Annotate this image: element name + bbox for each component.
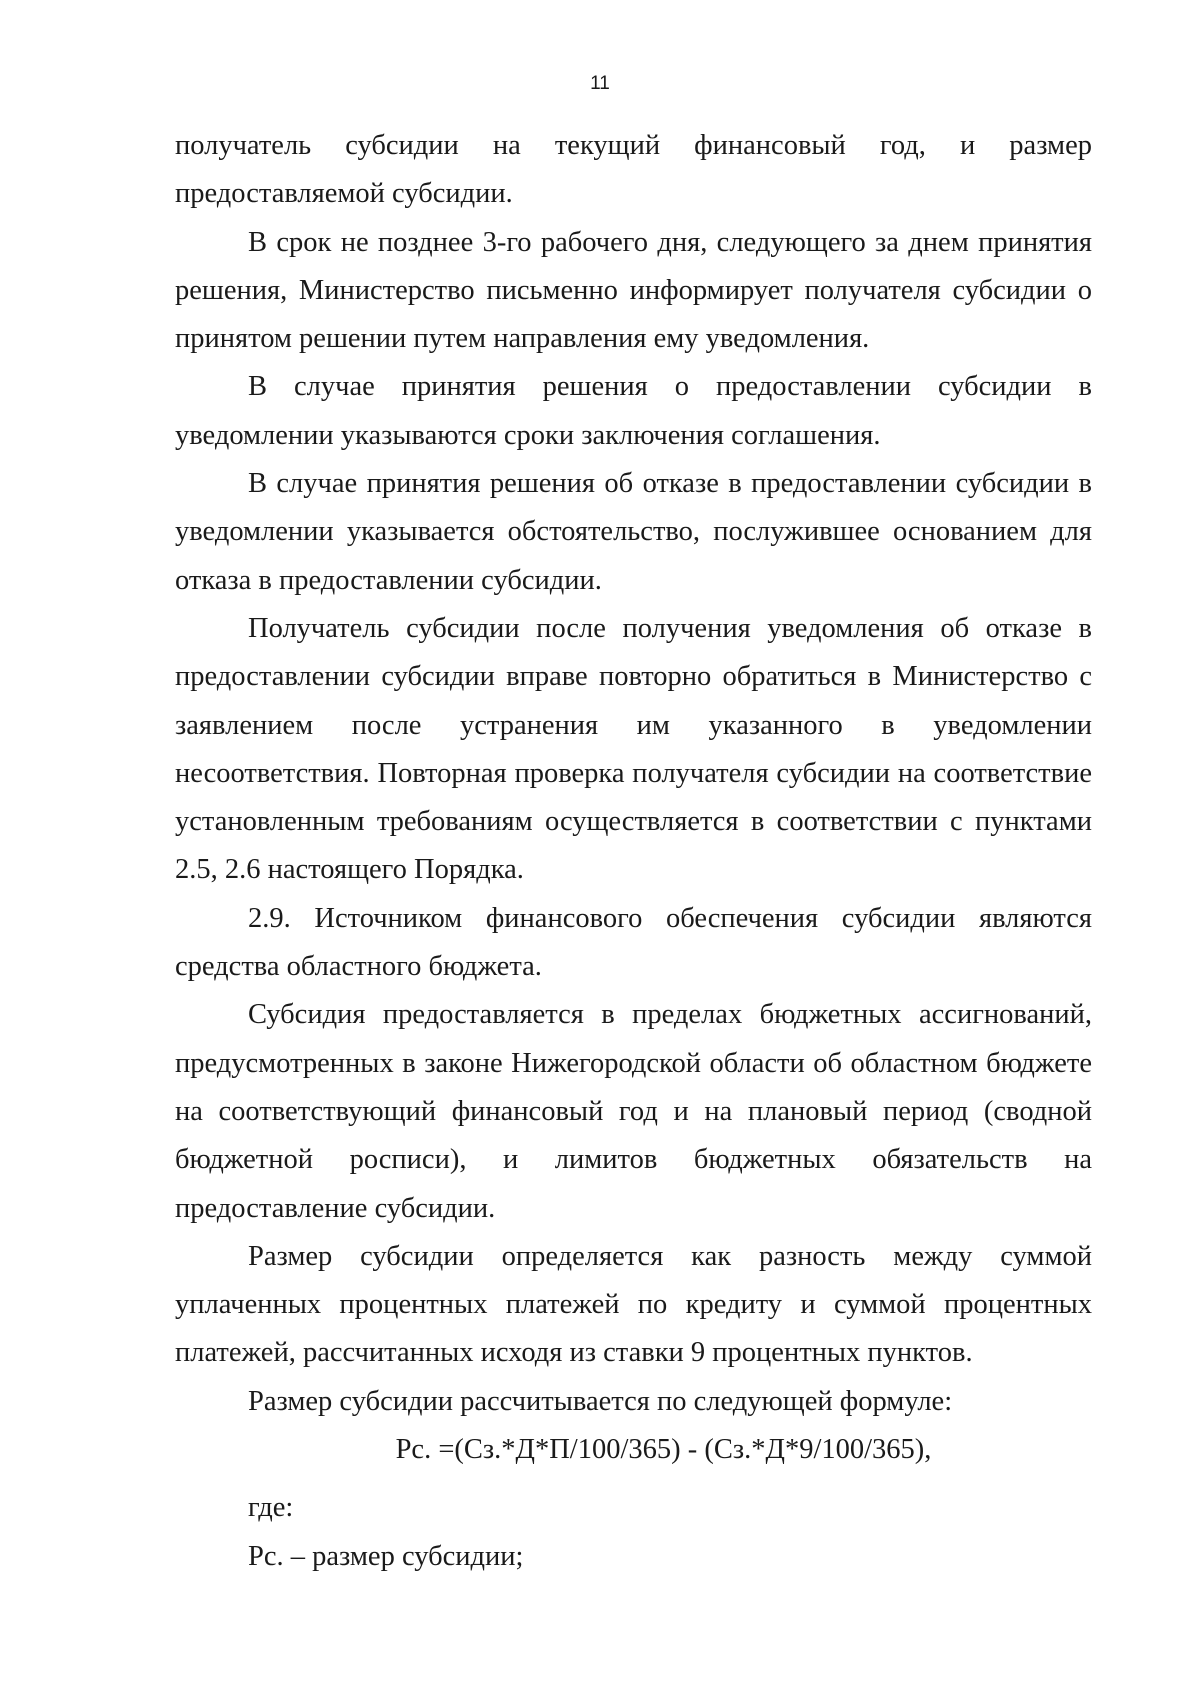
paragraph-approval-case: В случае принятия решения о предоставлении субсидии в уведомлении указываются сроки заключения соглашения. (175, 371, 1092, 451)
paragraph-section-2-9: 2.9. Источником финансового обеспечения субсидии являются средства областного бюджета. (175, 902, 1092, 983)
where-label: где: (248, 1492, 294, 1524)
page-number: 11 (590, 73, 610, 94)
subsidy-formula: Рс. =(Сз.*Д*П/100/365) - (Сз.*Д*9/100/365), (395, 1434, 932, 1466)
paragraph-budget-limits: Субсидия предоставляется в пределах бюджетных ассигнований, предусмотренных в законе Нижегородской области об областном бюджете на соответствующий финансовый год и на плановый период (сводной бюджетной росписи), и лимитов бюджетных обязательств на предоставление субсидии. (175, 999, 1092, 1224)
paragraph-refusal-case: В случае принятия решения об отказе в предоставлении субсидии в уведомлении указывается обстоятельство, послужившее основанием для отказа в предоставлении субсидии. (175, 468, 1092, 596)
paragraph-notification-deadline: В срок не позднее 3-го рабочего дня, следующего за днем принятия решения, Министерство письменно информирует получателя субсидии о принятом решении путем направления ему уведомления. (175, 226, 1092, 355)
definition-subsidy-size: Рс. – размер субсидии; (248, 1540, 524, 1572)
paragraph-recipient-continuation: получатель субсидии на текущий финансовый год, и размер предоставляемой субсидии. (175, 130, 1092, 210)
document-body (175, 122, 1092, 1581)
paragraph-subsidy-size: Размер субсидии определяется как разность между суммой уплаченных процентных платежей по кредиту и суммой процентных платежей, рассчитанных исходя из ставки 9 процентных пунктов. (175, 1240, 1092, 1369)
paragraph-formula-intro: Размер субсидии рассчитывается по следующей формуле: (248, 1385, 953, 1417)
paragraph-reapplication: Получатель субсидии после получения уведомления об отказе в предоставлении субсидии вправе повторно обратиться в Министерство с заявлением после устранения им указанного в уведомлении несоответствия. Повторная проверка получателя субсидии на соответствие установленным требованиям осуществляется в соответствии с пунктами 2.5, 2.6 настоящего Порядка. (175, 612, 1092, 886)
